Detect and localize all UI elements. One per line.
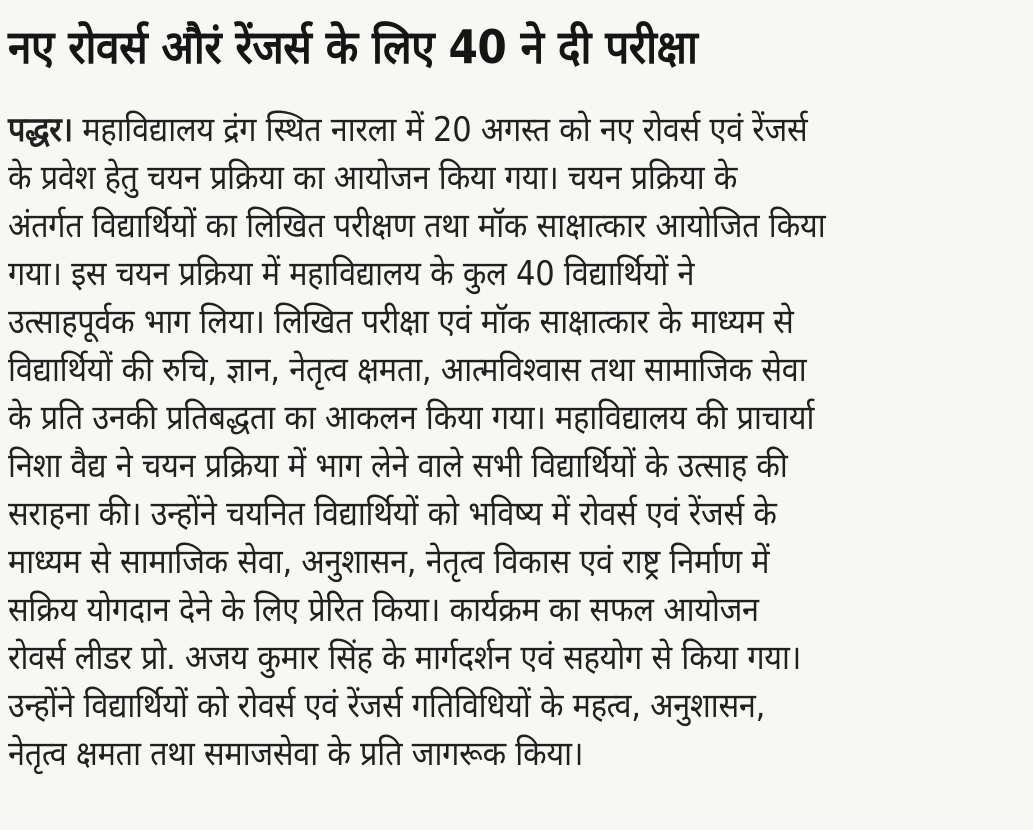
article-line-2: के प्रवेश हेतु चयन प्रक्रिया का आयोजन किया गया। चयन प्रक्रिया के	[8, 158, 738, 198]
article-line-14: नेतृत्व क्षमता तथा समाजसेवा के प्रति जागरूक किया।	[8, 734, 584, 774]
article-line-4: गया। इस चयन प्रक्रिया में महाविद्यालय के कुल 40 विद्यार्थियों ने	[8, 254, 695, 294]
article-line-1	[8, 106, 920, 154]
article-line-10: माध्यम से सामाजिक सेवा, अनुशासन, नेतृत्व विकास एवं राष्ट्र निर्माण में	[8, 542, 770, 582]
article-line-3: अंतर्गत विद्यार्थियों का लिखित परीक्षण तथा मॉक साक्षात्कार आयोजित किया	[8, 206, 826, 246]
article-line-12: रोवर्स लीडर प्रो. अजय कुमार सिंह के मार्गदर्शन एवं सहयोग से किया गया।	[8, 638, 802, 678]
headline: नए रोवर्स औरं रेंजर्स के लिए 40 ने दी परीक्षा	[8, 20, 698, 74]
article-line-8: निशा वैद्य ने चयन प्रक्रिया में भाग लेने वाले सभी विद्यार्थियों के उत्साह की	[8, 446, 788, 486]
article-line-9: सराहना की। उन्होंने चयनित विद्यार्थियों को भविष्य में रोवर्स एवं रेंजर्स के	[8, 494, 777, 534]
article-line-13: उन्होंने विद्यार्थियों को रोवर्स एवं रेंजर्स गतिविधियों के महत्व, अनुशासन,	[8, 686, 766, 726]
article-line-1-text: महाविद्यालय द्रंग स्थित नारला में 20 अगस्त को नए रोवर्स एवं रेंजर्स	[72, 110, 808, 150]
article-line-7: के प्रति उनकी प्रतिबद्धता का आकलन किया गया। महाविद्यालय की प्राचार्या	[8, 398, 815, 438]
article-line-5: उत्साहपूर्वक भाग लिया। लिखित परीक्षा एवं मॉक साक्षात्कार के माध्यम से	[8, 302, 794, 342]
article-line-6: विद्यार्थियों की रुचि, ज्ञान, नेतृत्व क्षमता, आत्मविश्वास तथा सामाजिक सेवा	[8, 350, 807, 390]
article-body	[8, 106, 1021, 778]
article-line-11: सक्रिय योगदान देने के लिए प्रेरित किया। कार्यक्रम का सफल आयोजन	[8, 590, 759, 630]
dateline: पद्धर।	[8, 110, 73, 150]
